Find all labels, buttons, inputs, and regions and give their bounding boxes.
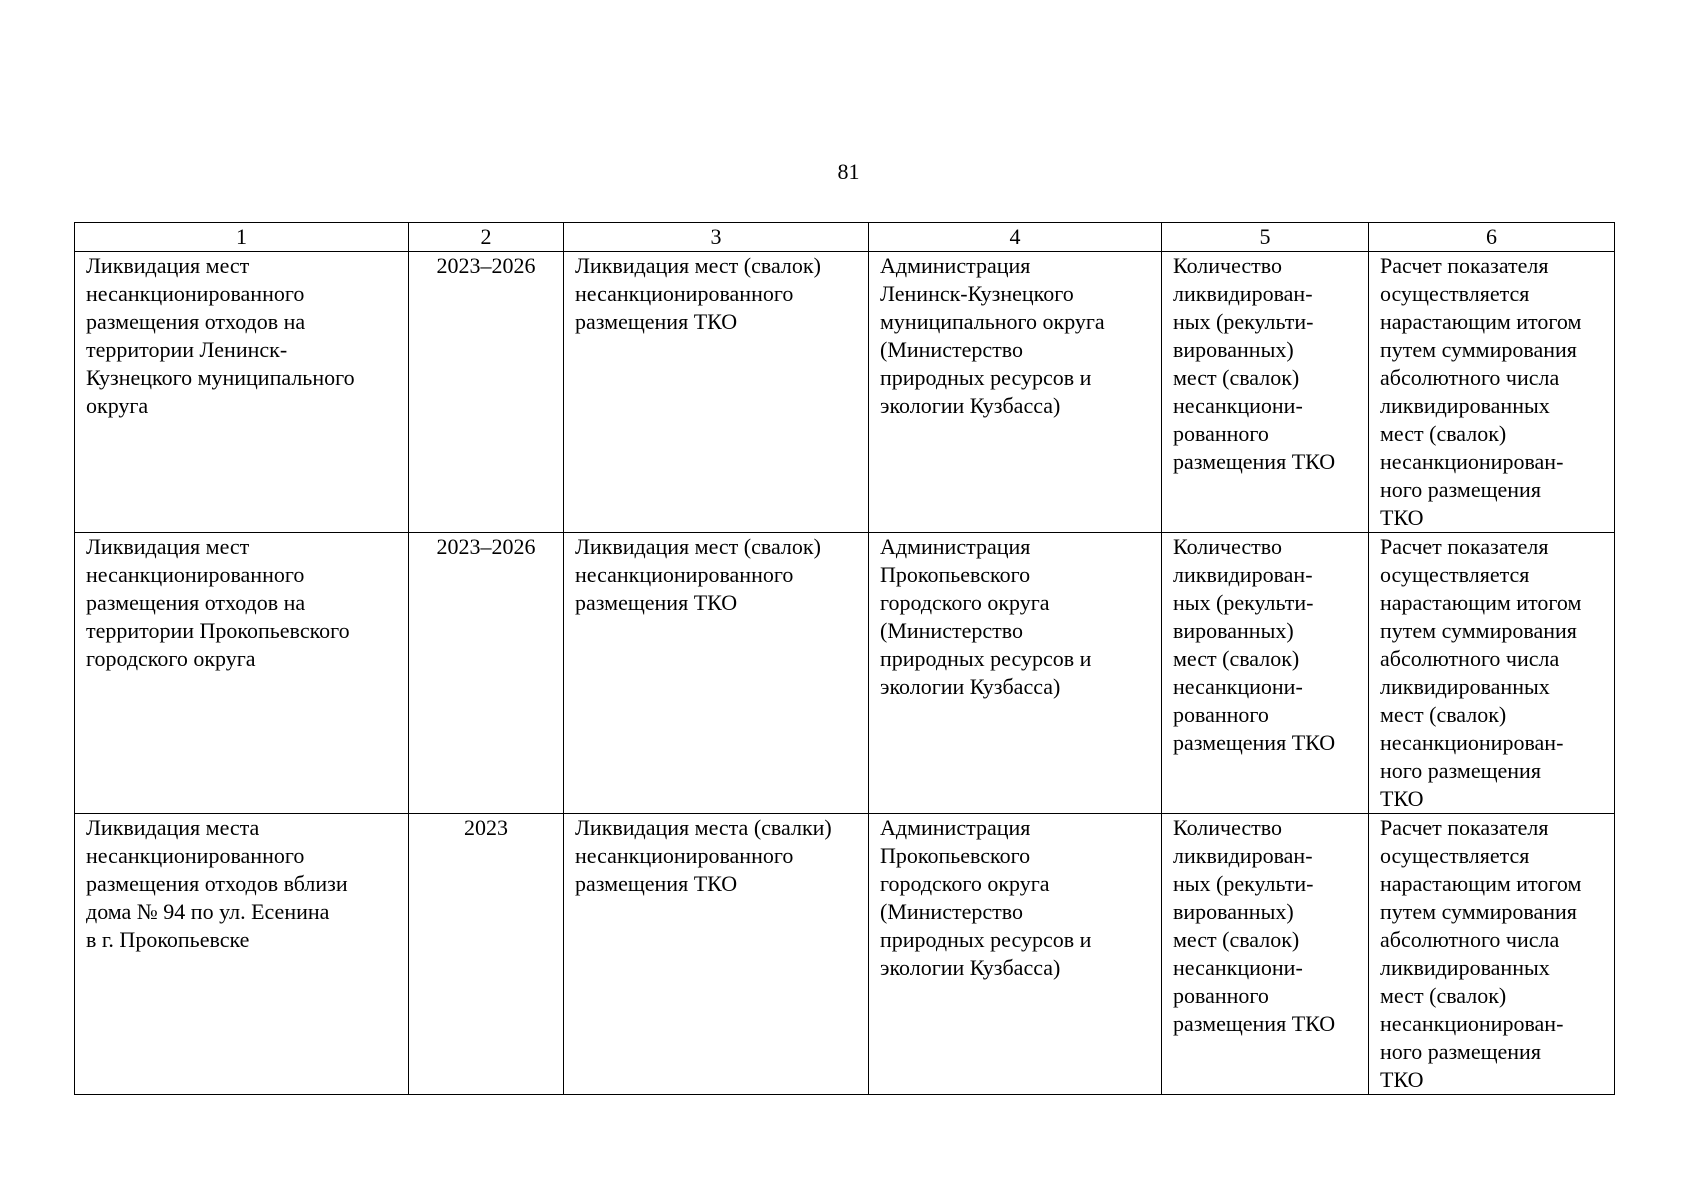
calculation-cell: Расчет показателя осуществляется нарастающим итогом путем суммирования абсолютного числа ликвидированных мест (свалок) несанкционирован- ного размещения ТКО (1369, 814, 1615, 1095)
table-row (75, 533, 1615, 814)
column-header: 1 (75, 223, 409, 252)
responsible-cell: Администрация Ленинск-Кузнецкого муниципального округа (Министерство природных ресурсов и экологии Кузбасса) (869, 252, 1162, 533)
page-number: 81 (837, 159, 860, 184)
table-header-row (75, 223, 1615, 252)
column-header: 2 (409, 223, 564, 252)
period-cell: 2023–2026 (409, 252, 564, 533)
indicator-cell: Количество ликвидирован- ных (рекульти- вированных) мест (свалок) несанкциони- рованного размещения ТКО (1162, 533, 1369, 814)
indicator-cell: Количество ликвидирован- ных (рекульти- вированных) мест (свалок) несанкциони- рованного размещения ТКО (1162, 814, 1369, 1095)
measure-cell: Ликвидация мест несанкционированного размещения отходов на территории Ленинск- Кузнецкого муниципального округа (75, 252, 409, 533)
column-header: 3 (564, 223, 869, 252)
result-cell: Ликвидация мест (свалок) несанкционированного размещения ТКО (564, 533, 869, 814)
calculation-cell: Расчет показателя осуществляется нарастающим итогом путем суммирования абсолютного числа ликвидированных мест (свалок) несанкционирован- ного размещения ТКО (1369, 533, 1615, 814)
table-row (75, 252, 1615, 533)
column-header: 5 (1162, 223, 1369, 252)
responsible-cell: Администрация Прокопьевского городского округа (Министерство природных ресурсов и экологии Кузбасса) (869, 814, 1162, 1095)
indicator-cell: Количество ликвидирован- ных (рекульти- вированных) мест (свалок) несанкциони- рованного размещения ТКО (1162, 252, 1369, 533)
table-row (75, 814, 1615, 1095)
column-header: 4 (869, 223, 1162, 252)
measures-table (74, 222, 1615, 1095)
measure-cell: Ликвидация мест несанкционированного размещения отходов на территории Прокопьевского городского округа (75, 533, 409, 814)
period-cell: 2023 (409, 814, 564, 1095)
result-cell: Ликвидация места (свалки) несанкционированного размещения ТКО (564, 814, 869, 1095)
calculation-cell: Расчет показателя осуществляется нарастающим итогом путем суммирования абсолютного числа ликвидированных мест (свалок) несанкционирован- ного размещения ТКО (1369, 252, 1615, 533)
result-cell: Ликвидация мест (свалок) несанкционированного размещения ТКО (564, 252, 869, 533)
responsible-cell: Администрация Прокопьевского городского округа (Министерство природных ресурсов и экологии Кузбасса) (869, 533, 1162, 814)
measure-cell: Ликвидация места несанкционированного размещения отходов вблизи дома № 94 по ул. Есенина в г. Прокопьевске (75, 814, 409, 1095)
column-header: 6 (1369, 223, 1615, 252)
period-cell: 2023–2026 (409, 533, 564, 814)
